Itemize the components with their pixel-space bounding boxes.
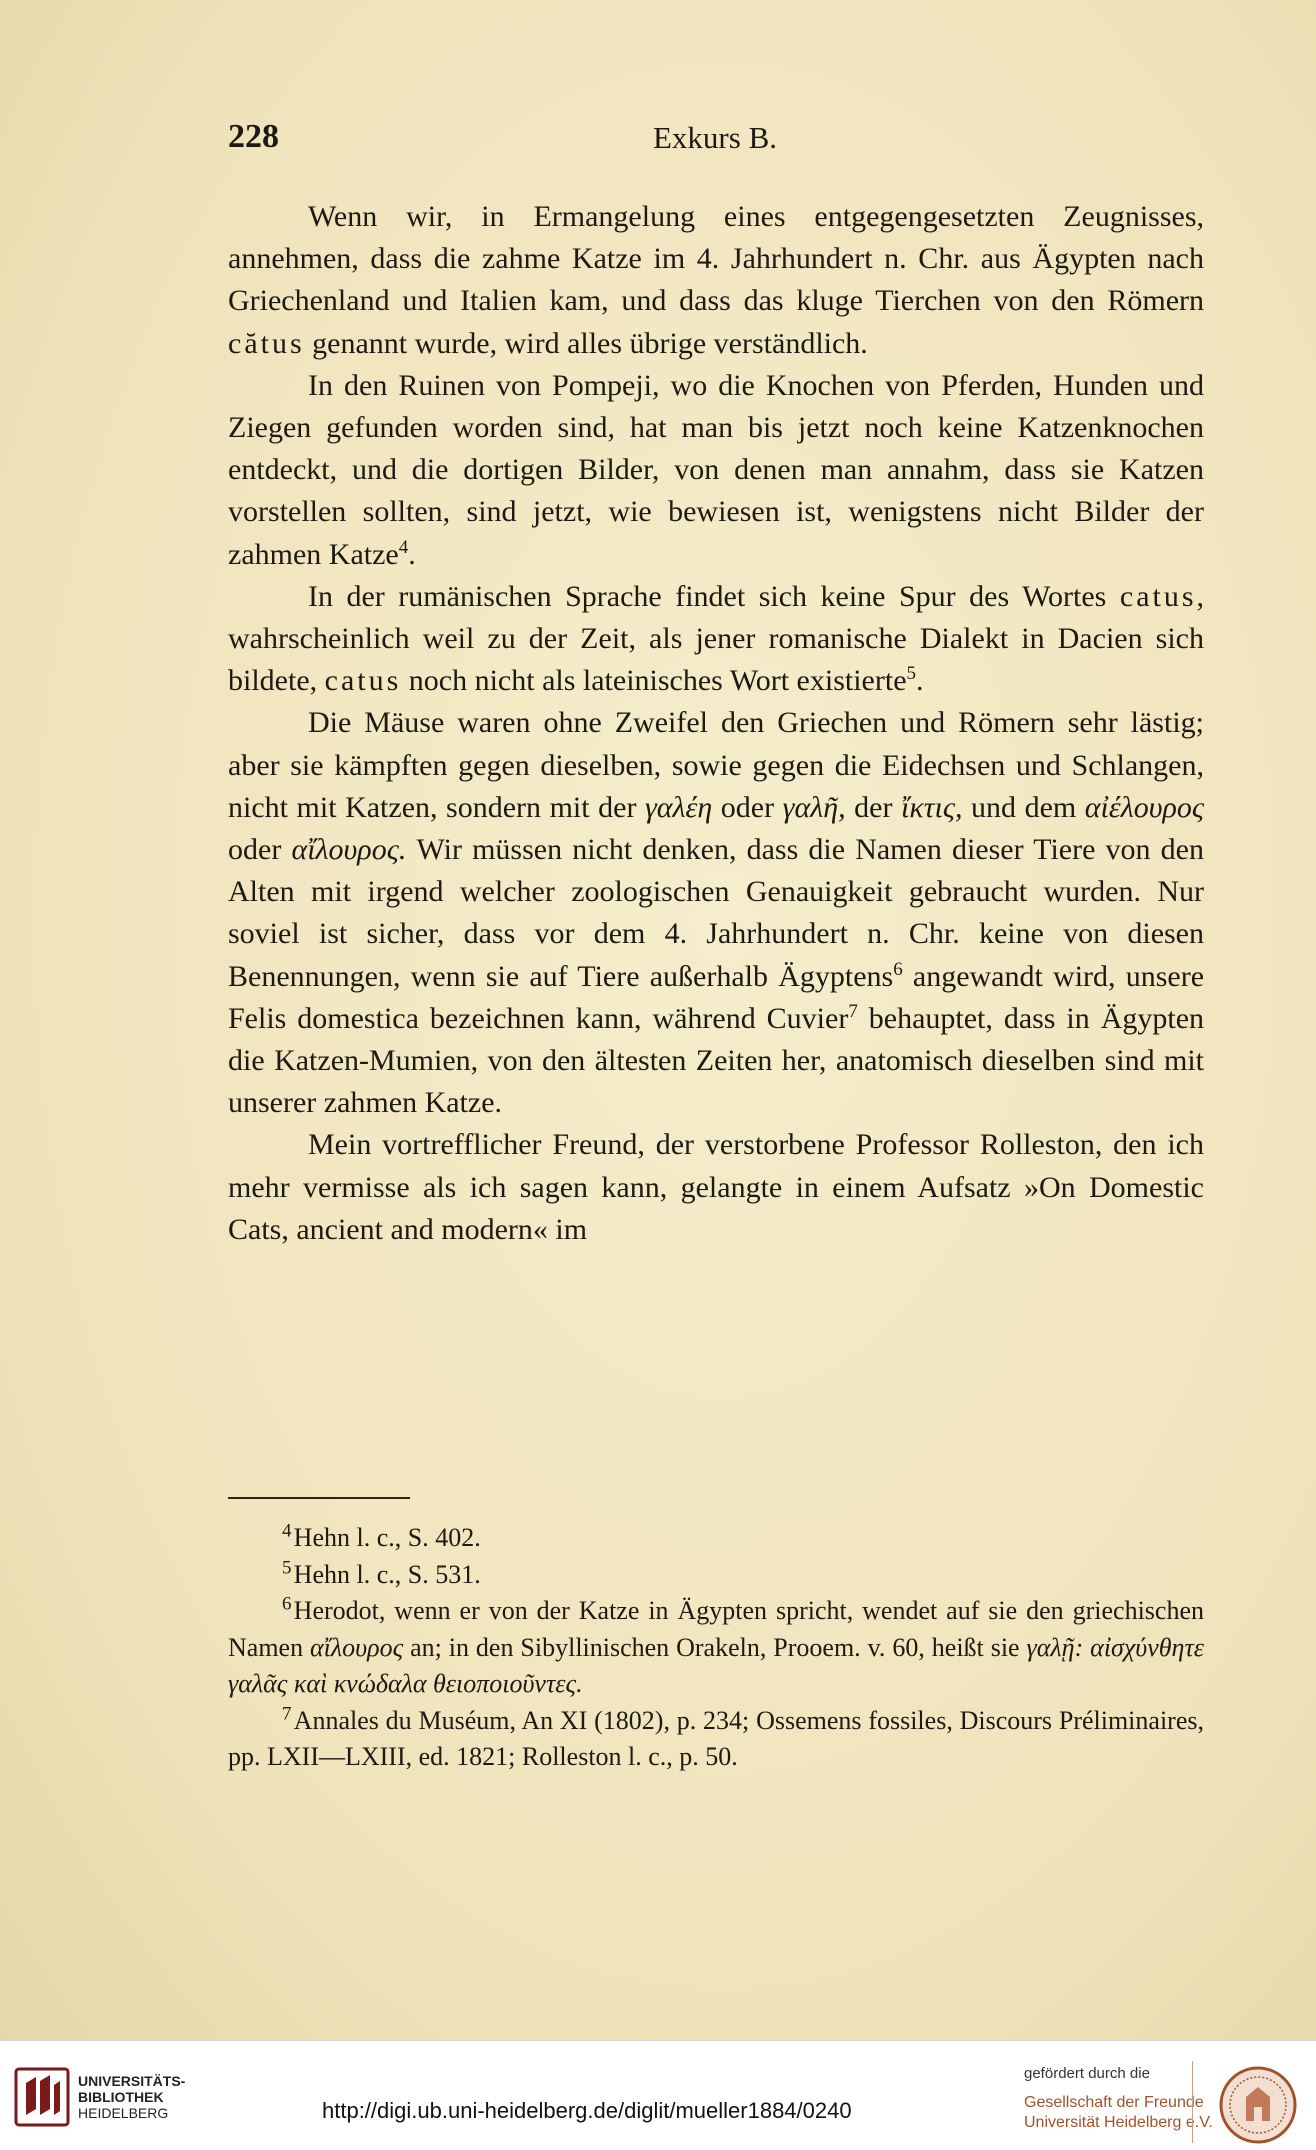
permalink-url[interactable]: http://digi.ub.uni-heidelberg.de/diglit/mueller1884/0240 (322, 2098, 852, 2123)
paragraph-1: Wenn wir, in Ermangelung eines entgegengesetzten Zeugnisses, annehmen, dass die zahme Katze im 4. Jahrhundert n. Chr. aus Ägypten nach Griechenland und Italien kam, und dass das kluge Tierchen von den Römern cătus genannt wurde, wird alles übrige verständlich. (228, 200, 1204, 360)
running-head: Exkurs B. (653, 120, 777, 155)
latin-term: cătus (228, 326, 305, 360)
university-seal-icon (1218, 2065, 1298, 2145)
footnote-5: $^5$ Hehn l. c., S. 531. (282, 1556, 481, 1589)
paragraph-5: Mein vortrefflicher Freund, der verstorbene Professor Rolleston, den ich mehr vermisse als ich sagen kann, gelangte in einem Aufsatz »On Domestic Cats, ancient and modern« im (228, 1128, 1204, 1246)
footnote-ref-4[interactable]: 4 (398, 536, 409, 558)
viewer-footer (0, 2040, 1316, 2150)
footnote-divider (228, 1497, 410, 1499)
latin-term: catus (1119, 579, 1197, 613)
greek-term: γαλέη (644, 790, 713, 824)
greek-term: ἴκτις, (901, 790, 963, 824)
greek-term: γαλῆ, (782, 790, 846, 824)
page-header (228, 118, 1204, 168)
greek-quote: γαλῇ: αἰσχύνθητε γαλᾶς καὶ κνώδαλα θειοποιοῦντες. (228, 1632, 1205, 1698)
greek-term: αἰέλουρος (1084, 790, 1205, 824)
sponsor-name[interactable]: Gesellschaft der Freunde Universität Heidelberg e.V. (1024, 2094, 1213, 2131)
body-text (228, 196, 1204, 1251)
paragraph-2: In den Ruinen von Pompeji, wo die Knochen von Pferden, Hunden und Ziegen gefunden worden sind, hat man bis jetzt noch keine Katzenknochen entdeckt, und die dortigen Bilder, von denen man annahm, dass sie Katzen vorstellen sollten, sind jetzt, wie bewiesen ist, wenigstens nicht Bilder der zahmen Katze$^4$. (228, 368, 1204, 571)
footnote-6: $^6$ Herodot, wenn er von der Katze in Ägypten spricht, wendet auf sie den griechischen Namen αἴλουρος an; in den Sibyllinischen Orakeln, Prooem. v. 60, heißt sie γαλῇ: αἰσχύνθητε γαλᾶς καὶ κνώδαλα θειοποιοῦντες. (228, 1593, 1205, 1698)
footnote-4: $^4$ Hehn l. c., S. 402. (282, 1520, 481, 1552)
paragraph-3: In der rumänischen Sprache findet sich keine Spur des Wortes catus, wahrscheinlich weil zu der Zeit, als jener romanische Dialekt in Dacien sich bildete, catus noch nicht als lateinisches Wort existierte$^5$. (228, 579, 1205, 698)
footnotes (228, 1520, 1204, 1776)
footnote-7: $^7$ Annales du Muséum, An XI (1802), p. 234; Ossemens fossiles, Discours Préliminaires, pp. LXII—LXIII, ed. 1821; Rolleston l. c., p. 50. (228, 1702, 1204, 1771)
greek-term: αἴλουρος. (291, 833, 407, 867)
footnote-ref-7[interactable]: 7 (848, 1000, 858, 1022)
footnote-ref-5[interactable]: 5 (906, 663, 917, 685)
paragraph-4: Die Mäuse waren ohne Zweifel den Griechen und Römern sehr lästig; aber sie kämpften gegen dieselben, sowie gegen die Eidechsen und Schlangen, nicht mit Katzen, sondern mit der γαλέη oder γαλῆ, der ἴκτις, und dem αἰέλουρος oder αἴλουρος. Wir müssen nicht denken, dass die Namen dieser Tiere von den Alten mit irgend welcher zoologischen Genauigkeit gebraucht wurden. Nur soviel ist sicher, dass vor dem 4. Jahrhundert n. Chr. keine von diesen Benennungen, wenn sie auf Tiere außerhalb Ägyptens$^6$ angewandt wird, unsere Felis domestica bezeichnen kann, während Cuvier$^7$ behauptet, dass in Ägypten die Katzen-Mumien, von den ältesten Zeiten her, anatomisch dieselben sind mit unserer zahmen Katze. (228, 706, 1205, 1120)
sponsor-label: gefördert durch die (1024, 2065, 1150, 2082)
greek-term: αἴλουρος (310, 1632, 404, 1662)
footnote-ref-6[interactable]: 6 (893, 958, 903, 980)
footer-divider (1192, 2061, 1193, 2143)
page-number: 228 (228, 118, 279, 155)
latin-term: catus (324, 664, 402, 698)
ub-heidelberg-logo-icon[interactable] (14, 2067, 70, 2127)
library-name: UNIVERSITÄTS- BIBLIOTHEK HEIDELBERG (78, 2073, 186, 2121)
